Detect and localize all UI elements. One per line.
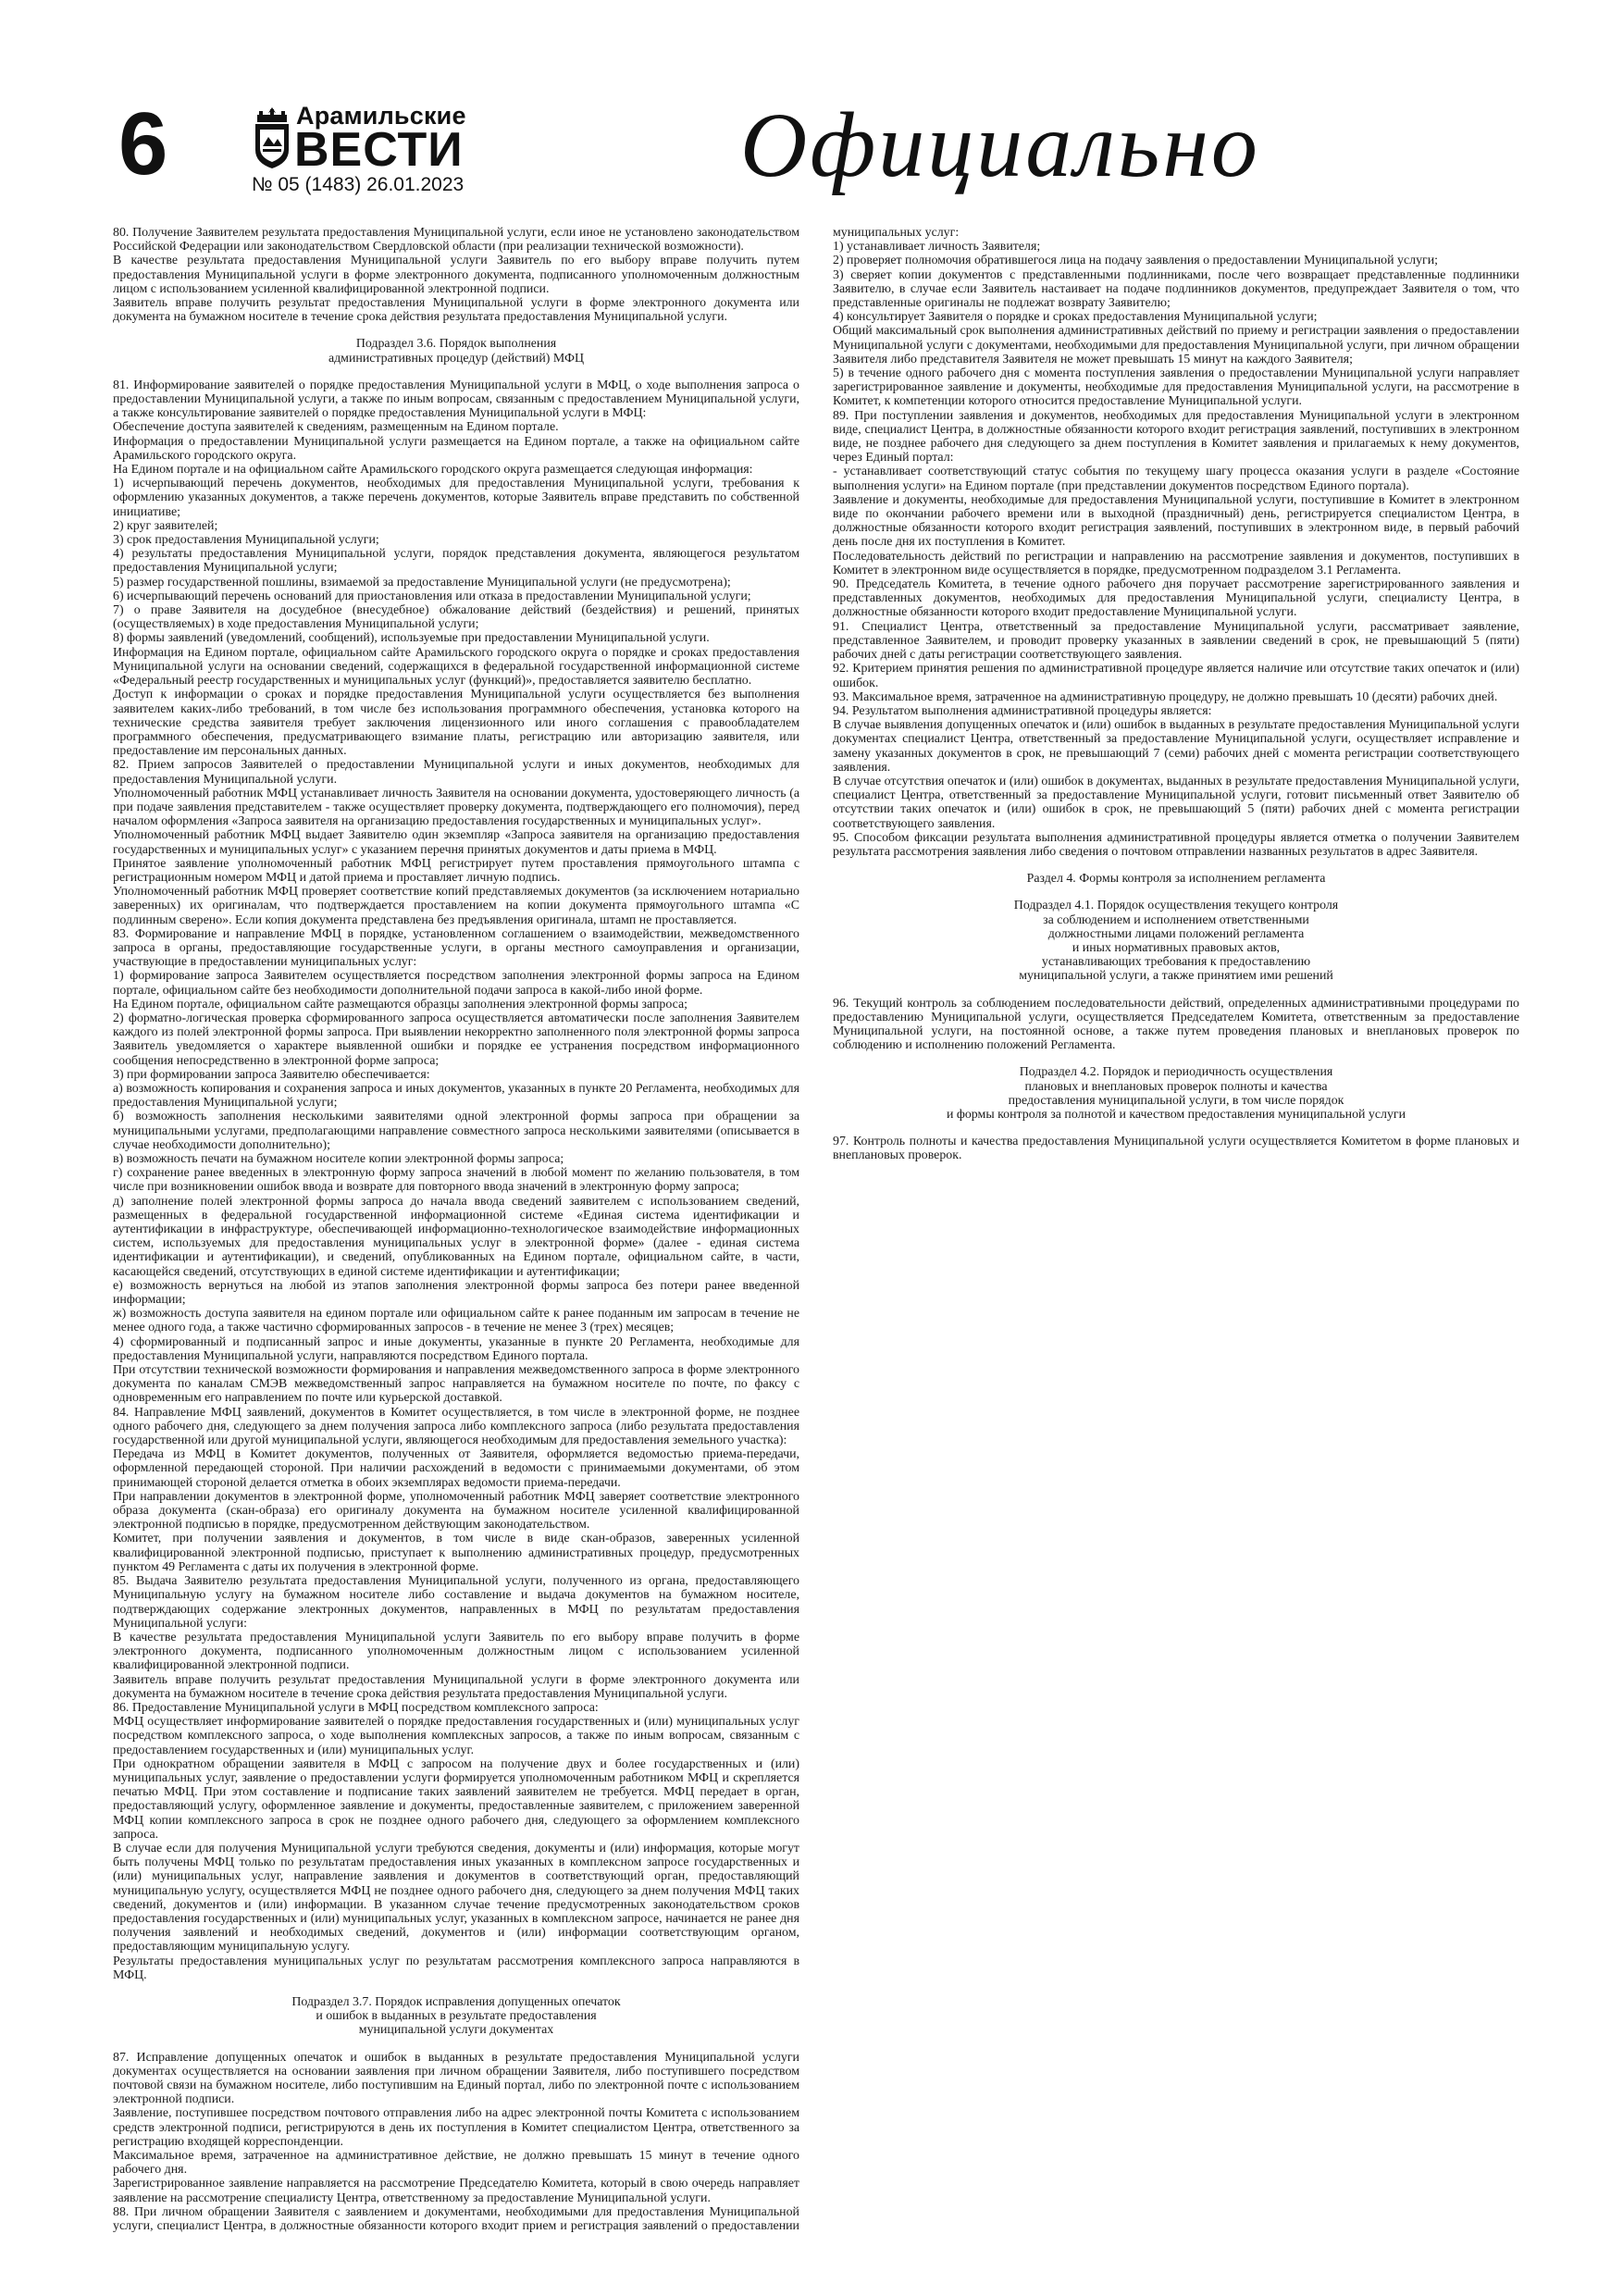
- paragraph: 95. Способом фиксации результата выполнения административной процедуры является отметка о получении Заявителем результата рассмотрения заявления либо сведения о почтовом отправлении названных результатов в адрес Заявителя.: [833, 830, 1519, 859]
- paragraph: Результаты предоставления муниципальных услуг по результатам рассмотрения комплексного запроса направляются в МФЦ.: [113, 1954, 799, 1982]
- paragraph: Заявление, поступившее посредством почтового отправления либо на адрес электронной почты Комитета с использованием средств электронной подписи, регистрируются в день их поступления в Комитет специалистом Центра, ответственного за регистрацию входящей корреспонденции.: [113, 2106, 799, 2149]
- paragraph: 8) формы заявлений (уведомлений, сообщений), используемые при предоставлении Муниципальной услуги.: [113, 631, 710, 646]
- paragraph: 2) круг заявителей;: [113, 518, 218, 533]
- paragraph: В качестве результата предоставления Муниципальной услуги Заявитель по его выбору вправе получить в форме электронного документа, подписанного уполномоченным должностным лицом с использованием усиленной квалифицированной электронной подписи.: [113, 1630, 799, 1673]
- paragraph: Уполномоченный работник МФЦ устанавливает личность Заявителя на основании документа, удостоверяющего личность (а при подаче заявления представителем - также осуществляет проверку документа, подтверждающего его полномочия), перед началом оформления «Запроса заявителя на организацию предоставления государственных и муниципальных услуг».: [113, 786, 799, 829]
- paragraph: Зарегистрированное заявление направляется на рассмотрение Председателю Комитета, который в свою очередь направляет заявление на рассмотрение специалисту Центра, ответственному за предоставление Муниципальной услуги.: [113, 2177, 799, 2205]
- paragraph: 1) формирование запроса Заявителем осуществляется посредством заполнения электронной формы запроса на Едином портале, официальном сайте без необходимости дополнительной подачи запроса в какой-либо иной форме.: [113, 969, 799, 998]
- paragraph: Информация о предоставлении Муниципальной услуги размещается на Едином портале, а также на официальном сайте Арамильского городского округа.: [113, 434, 799, 463]
- paragraph: Общий максимальный срок выполнения административных действий по приему и регистрации заявления о предоставлении Муниципальной услуги с документами, необходимыми для предоставления Муниципальной услуги, при личном обращении Заявителя либо представителя Заявителя не может превышать 15 минут на каждого Заявителя;: [833, 324, 1519, 366]
- paragraph: в) возможность печати на бумажном носителе копии электронной формы запроса;: [113, 1152, 564, 1166]
- paragraph: 2) проверяет полномочия обратившегося лица на подачу заявления о предоставлении Муниципальной услуги;: [833, 254, 1439, 268]
- paragraph: Обеспечение доступа заявителей к сведениям, размещенным на Едином портале.: [113, 420, 559, 435]
- paragraph: б) возможность заполнения несколькими заявителями одной электронной формы запроса при обращении за муниципальными услугами, предполагающими направление совместного запроса несколькими заявителями (описывается в случае необходимости дополнительно);: [113, 1110, 799, 1152]
- paragraph: При направлении документов в электронной форме, уполномоченный работник МФЦ заверяет соответствие электронного образа документа (скан-образа) его оригиналу документа на бумажном носителе усиленной квалифицированной электронной подписью в порядке, предусмотренном действующим законодательством.: [113, 1489, 799, 1533]
- paragraph: 4) сформированный и подписанный запрос и иные документы, указанные в пункте 20 Регламента, необходимые для предоставления Муниципальной услуги, направляются посредством Единого портала.: [113, 1334, 799, 1363]
- paragraph: Уполномоченный работник МФЦ проверяет соответствие копий представляемых документов (за исключением нотариально заверенных) их оригиналам, что подтверждается проставлением на копии документа прямоугольного штампа «С подлинным сверено». Если копия документа представлена без предъявления оригинала, штамп не проставляется.: [113, 885, 799, 927]
- paragraph: 6) исчерпывающий перечень оснований для приостановления или отказа в предоставлении Муниципальной услуги;: [113, 589, 751, 603]
- paragraph: На Едином портале, официальном сайте размещаются образцы заполнения электронной формы запроса;: [113, 997, 688, 1011]
- paragraph: 81. Информирование заявителей о порядке предоставления Муниципальной услуги в МФЦ, о ходе выполнения запроса о предоставлении Муниципальной услуги, а также по иным вопросам, связанным с предоставлением Муниципальной услуги, а также консультирование заявителей о порядке предоставления Муниципальной услуги в МФЦ:: [113, 378, 799, 421]
- coat-of-arms-icon: [252, 105, 292, 170]
- paragraph: 80. Получение Заявителем результата предоставления Муниципальной услуги, если иное не установлено законодательством Российской Федерации или законодательством Свердловской области (при реализации технической возможности).: [113, 226, 799, 254]
- paragraph: 96. Текущий контроль за соблюдением последовательности действий, определенных административными процедурами по предоставлению Муниципальной услуги, осуществляется Председателем Комитета, ответственным за предоставление Муниципальной услуги, на постоянной основе, а также путем проведения плановых и внеплановых проверок по соблюдению и исполнению положений Регламента.: [833, 996, 1519, 1053]
- paragraph: Заявление и документы, необходимые для предоставления Муниципальной услуги, поступившие в Комитет в электронном виде по окончании рабочего времени или в выходной (праздничный) день, регистрируется специалистом Центра, в должностные обязанности которого входит регистрация заявлений, поступивших в электронном виде, в первый рабочий день после дня их поступления в Комитет.: [833, 492, 1519, 550]
- paragraph: При отсутствии технической возможности формирования и направления межведомственного запроса в форме электронного документа по каналам СМЭВ межведомственный запрос направляется на бумажном носителе по почте, по факсу с одновременным его направлением по почте или курьерской доставкой.: [113, 1363, 799, 1406]
- paragraph: 97. Контроль полноты и качества предоставления Муниципальной услуги осуществляется Комитетом в форме плановых и внеплановых проверок.: [833, 1135, 1519, 1163]
- paragraph: Последовательность действий по регистрации и направлению на рассмотрение заявления и документов, поступивших в Комитет в электронном виде осуществляется в порядке, предусмотренном подразделом 3.1 Регламента.: [833, 549, 1519, 577]
- subsection-heading: Подраздел 4.1. Порядок осуществления текущего контроля за соблюдением и исполнением ответственными должностными лицами положений регламента и иных нормативных правовых актов, устанавливающих требования к предоставлению муниципальной услуги, а также принятием ими решений: [1013, 899, 1339, 984]
- subsection-heading: Подраздел 3.6. Порядок выполнения административных процедур (действий) МФЦ: [328, 337, 585, 366]
- logo-small-text: Арамильские: [296, 102, 466, 130]
- paragraph: Заявитель вправе получить результат предоставления Муниципальной услуги в форме электронного документа или документа на бумажном носителе в течение срока действия результата предоставления Муниципальной услуги.: [113, 296, 799, 325]
- paragraph: МФЦ осуществляет информирование заявителей о порядке предоставления государственных и (или) муниципальных услуг посредством комплексного запроса, о ходе выполнения комплексных запросов, а также по иным вопросам, связанным с предоставлением государственных и (или) муниципальных услуг.: [113, 1715, 799, 1757]
- paragraph: Уполномоченный работник МФЦ выдает Заявителю один экземпляр «Запроса заявителя на организацию предоставления государственных и муниципальных услуг» с указанием перечня принятых документов и даты приема в МФЦ.: [113, 828, 799, 857]
- paragraph: Заявитель вправе получить результат предоставления Муниципальной услуги в форме электронного документа или документа на бумажном носителе в течение срока действия результата предоставления Муниципальной услуги.: [113, 1672, 799, 1701]
- paragraph: е) возможность вернуться на любой из этапов заполнения электронной формы запроса без потери ранее введенной информации;: [113, 1278, 799, 1308]
- paragraph: 84. Направление МФЦ заявлений, документов в Комитет осуществляется, в том числе в электронной форме, не позднее одного рабочего дня, следующего за днем получения запроса либо комплексного запроса (либо результата предоставления государственной или другой муниципальной услуги, являющегося необходимым для предоставления земельного участка):: [113, 1405, 799, 1448]
- paragraph: 4) консультирует Заявителя о порядке и сроках предоставления Муниципальной услуги;: [833, 310, 1318, 325]
- paragraph: Комитет, при получении заявления и документов, в том числе в виде скан-образов, заверенных усиленной квалифицированной электронной подписью, приступает к выполнению административных процедур, предусмотренных пунктом 49 Регламента с даты их получения в электронной форме.: [113, 1532, 799, 1574]
- paragraph: В качестве результата предоставления Муниципальной услуги Заявитель по его выбору вправе получить путем предоставления Муниципальной услуги в форме электронного документа, подписанного уполномоченным должностным лицом с использованием усиленной квалифицированной электронной подписи.: [113, 254, 799, 296]
- paragraph: При однократном обращении заявителя в МФЦ с запросом на получение двух и более государственных и (или) муниципальных услуг, заявление о предоставлении услуги формируется уполномоченным работником МФЦ и скрепляется печатью МФЦ. При этом составление и подписание таких заявлений заявителем не требуется. МФЦ передает в орган, предоставляющий услугу, оформленное заявление и документы, предоставленные заявителем, с приложением заверенной МФЦ копии комплексного запроса в срок не позднее одного рабочего дня, следующего за оформлением комплексного запроса.: [113, 1756, 799, 1842]
- paragraph: Максимальное время, затраченное на административное действие, не должно превышать 15 минут в течение одного рабочего дня.: [113, 2149, 799, 2178]
- paragraph: 90. Председатель Комитета, в течение одного рабочего дня поручает рассмотрение зарегистрированного заявления и представленных документов, необходимых для предоставления Муниципальной услуги, специалисту Центра, в должностные обязанности которого входит предоставление Муниципальной услуги.: [833, 577, 1519, 620]
- paragraph: 94. Результатом выполнения административной процедуры является:: [833, 703, 1212, 718]
- paragraph: 5) размер государственной пошлины, взимаемой за предоставление Муниципальной услуги (не предусмотрена);: [113, 575, 731, 590]
- paragraph: а) возможность копирования и сохранения запроса и иных документов, указанных в пункте 20 Регламента, необходимых для предоставления Муниципальной услуги;: [113, 1081, 799, 1111]
- paragraph: 3) срок предоставления Муниципальной услуги;: [113, 533, 379, 548]
- paragraph: - устанавливает соответствующий статус события по текущему шагу процесса оказания услуги в разделе «Состояние выполнения услуги» на Едином портале (при представлении документов посредством Единого портала).: [833, 465, 1519, 493]
- paragraph: 92. Критерием принятия решения по административной процедуре является наличие или отсутствие таких опечаток и (или) ошибок.: [833, 662, 1519, 690]
- paragraph: 87. Исправление допущенных опечаток и ошибок в выданных в результате предоставления Муниципальной услуги документах осуществляется на основании заявления при личном обращении Заявителя, либо поступившего посредством почтовой связи на бумажном носителе, либо поступившим на Единый портал, либо по электронной почте с использованием электронной подписи.: [113, 2050, 799, 2107]
- paragraph: 93. Максимальное время, затраченное на административную процедуру, не должно превышать 10 (десяти) рабочих дней.: [833, 689, 1498, 704]
- paragraph: 83. Формирование и направление МФЦ в порядке, установленном соглашением о взаимодействии, межведомственного запроса в органы, предоставляющие государственные услуги, в органы местного самоуправления и организации, участвующие в предоставлении муниципальных услуг:: [113, 926, 799, 970]
- paragraph: В случае если для получения Муниципальной услуги требуются сведения, документы и (или) информация, которые могут быть получены МФЦ только по результатам предоставления иных указанных в комплексном запросе государственных и (или) муниципальных услуг, направление заявления и документов в соответствующий орган, предоставляющий муниципальную услугу, осуществляется МФЦ не позднее одного рабочего дня, следующего за днем получения МФЦ таких сведений, документов и (или) информации. В указанном случае течение предусмотренных законодательством сроков предоставления государственных и (или) муниципальных услуг, указанных в комплексном запросе, начинается не ранее дня получения заявлений и необходимых сведений, документов и (или) информации соответствующим органом, предоставляющим муниципальную услугу.: [113, 1841, 799, 1955]
- subsection-heading: Раздел 4. Формы контроля за исполнением регламента: [1026, 872, 1326, 887]
- subsection-heading: Подраздел 3.7. Порядок исправления допущенных опечаток и ошибок в выданных в результате предоставления муниципальной услуги документах: [291, 1994, 621, 2038]
- paragraph: Передача из МФЦ в Комитет документов, полученных от Заявителя, оформляется ведомостью приема-передачи, оформленной передающей стороной. При наличии расхождений в ведомости с принимаемыми документами, об этом принимающей стороной делается отметка в обоих экземплярах ведомости приема-передачи.: [113, 1447, 799, 1490]
- paragraph: 5) в течение одного рабочего дня с момента поступления заявления о предоставлении Муниципальной услуги направляет зарегистрированное заявление и документы, необходимые для предоставления Муниципальной услуги, на рассмотрение в Комитет, к компетенции которого относится предоставление Муниципальной услуги.: [833, 366, 1519, 409]
- paragraph: Информация на Едином портале, официальном сайте Арамильского городского округа о порядке и сроках предоставления Муниципальной услуги на основании сведений, содержащихся в федеральной государственной информационной системе «Федеральный реестр государственных и муниципальных услуг (функций)», предоставляется заявителю бесплатно.: [113, 645, 799, 689]
- paragraph: г) сохранение ранее введенных в электронную форму запроса значений в любой момент по желанию пользователя, в том числе при возникновении ошибок ввода и возврате для повторного ввода значений в электронную форму запроса;: [113, 1166, 799, 1195]
- paragraph: В случае выявления допущенных опечаток и (или) ошибок в выданных в результате предоставления Муниципальной услуги документах специалист Центра, ответственный за предоставление Муниципальной услуги, осуществляет исправление и замену указанных документов в срок, не превышающий 7 (семи) рабочих дней с момента регистрации соответствующего заявления.: [833, 718, 1519, 775]
- article-body: [113, 226, 1519, 2243]
- paragraph: 91. Специалист Центра, ответственный за предоставление Муниципальной услуги, рассматривает заявление, представленное Заявителем, и проводит проверку указанных в заявлении сведений в срок, не превышающий 5 (пяти) рабочих дней с даты регистрации соответствующего заявления.: [833, 619, 1519, 663]
- paragraph: 82. Прием запросов Заявителей о предоставлении Муниципальной услуги и иных документов, необходимых для предоставления Муниципальной услуги.: [113, 758, 799, 787]
- paragraph: 89. При поступлении заявления и документов, необходимых для предоставления Муниципальной услуги в электронном виде, специалист Центра, в должностные обязанности которого входит регистрация заявлений, поступивших в электронном виде, не позднее рабочего дня следующего за днем поступления в Комитет заявления и прилагаемых к нему документов, через Единый портал:: [833, 408, 1519, 465]
- paragraph: 7) о праве Заявителя на досудебное (внесудебное) обжалование действий (бездействия) и решений, принятых (осуществляемых) в ходе предоставления Муниципальной услуги;: [113, 603, 799, 632]
- paragraph: 3) сверяет копии документов с представленными подлинниками, после чего возвращает представленные подлинники Заявителю, в случае если Заявитель настаивает на подаче подлинников документов, предупреждает Заявителя о том, что представленные оригиналы не подлежат возврату Заявителю;: [833, 267, 1519, 311]
- paragraph: 4) результаты предоставления Муниципальной услуги, порядок представления документа, являющегося результатом предоставления Муниципальной услуги;: [113, 547, 799, 576]
- paragraph: д) заполнение полей электронной формы запроса до начала ввода сведений заявителем с использованием сведений, размещенных в федеральной государственной информационной системе «Единая система идентификации и аутентификации в инфраструктуре, обеспечивающей информационно-технологическое взаимодействие информационных систем, используемых для предоставления муниципальных услуг в электронной форме» (далее - единая система идентификации и аутентификации), и сведений, опубликованных на Едином портале, официальном сайте, в части, касающейся сведений, отсутствующих в единой системе идентификации и аутентификации;: [113, 1194, 799, 1279]
- page-number: 6: [118, 94, 168, 193]
- paragraph: 85. Выдача Заявителю результата предоставления Муниципальной услуги, полученного из органа, предоставляющего Муниципальную услугу на бумажном носителе либо составление и выдача документов на бумажном носителе, подтверждающих содержание электронных документов, направленных в МФЦ по результатам предоставления Муниципальной услуги:: [113, 1574, 799, 1631]
- paragraph: 3) при формировании запроса Заявителю обеспечивается:: [113, 1067, 430, 1082]
- section-title: Официально: [740, 93, 1260, 196]
- paragraph: В случае отсутствия опечаток и (или) ошибок в документах, выданных в результате предоставления Муниципальной услуги, специалист Центра, ответственный за предоставление Муниципальной услуги, готовит письменный ответ Заявителю об отсутствии таких опечаток и (или) ошибок в срок, не превышающий 5 (пяти) рабочих дней с момента регистрации соответствующего заявления.: [833, 774, 1519, 831]
- paragraph: 86. Предоставление Муниципальной услуги в МФЦ посредством комплексного запроса:: [113, 1700, 599, 1715]
- paragraph: 88. При личном обращении Заявителя с заявлением и документами, необходимыми для предоставления Муниципальной услуги, специалист Центра, в должностные обязанности которого входит прием и регистрация заявлений о предоставлении муниципальных услуг:: [113, 226, 960, 2234]
- newspaper-logo: [252, 98, 474, 218]
- paragraph: ж) возможность доступа заявителя на едином портале или официальном сайте к ранее поданным им запросам в течение не менее одного года, а также частично сформированных запросов - в течение не менее 3 (трех) месяцев;: [113, 1307, 799, 1335]
- paragraph: 1) исчерпывающий перечень документов, необходимых для предоставления Муниципальной услуги, требования к оформлению указанных документов, а также перечень документов, которые Заявитель вправе представить по собственной инициативе;: [113, 477, 799, 519]
- paragraph: 2) форматно-логическая проверка сформированного запроса осуществляется автоматически после заполнения Заявителем каждого из полей электронной формы запроса. При выявлении некорректно заполненного поля электронной формы запроса Заявитель уведомляется о характере выявленной ошибки и порядке ее устранения посредством информационного сообщения непосредственно в электронной форме запроса;: [113, 1011, 799, 1068]
- issue-number-date: № 05 (1483) 26.01.2023: [252, 174, 465, 195]
- paragraph: 1) устанавливает личность Заявителя;: [833, 240, 1041, 254]
- paragraph: Доступ к информации о сроках и порядке предоставления Муниципальной услуги осуществляется без выполнения заявителем каких-либо требований, в том числе без использования программного обеспечения, установка которого на технические средства заявителя требует заключения лицензионного или иного соглашения с правообладателем программного обеспечения, предусматривающего взимание платы, регистрацию или авторизацию заявителя, или предоставление им персональных данных.: [113, 688, 799, 759]
- paragraph: Принятое заявление уполномоченный работник МФЦ регистрирует путем проставления прямоугольного штампа с регистрационным номером МФЦ и датой приема и проставляет личную подпись.: [113, 856, 799, 885]
- subsection-heading: Подраздел 4.2. Порядок и периодичность осуществления плановых и внеплановых проверок полноты и качества предоставления муниципальной услуги, в том числе порядок и формы контроля за полнотой и качеством предоставления муниципальной услуги: [946, 1065, 1406, 1122]
- logo-big-text: ВЕСТИ: [294, 123, 464, 177]
- paragraph: На Едином портале и на официальном сайте Арамильского городского округа размещается следующая информация:: [113, 463, 753, 478]
